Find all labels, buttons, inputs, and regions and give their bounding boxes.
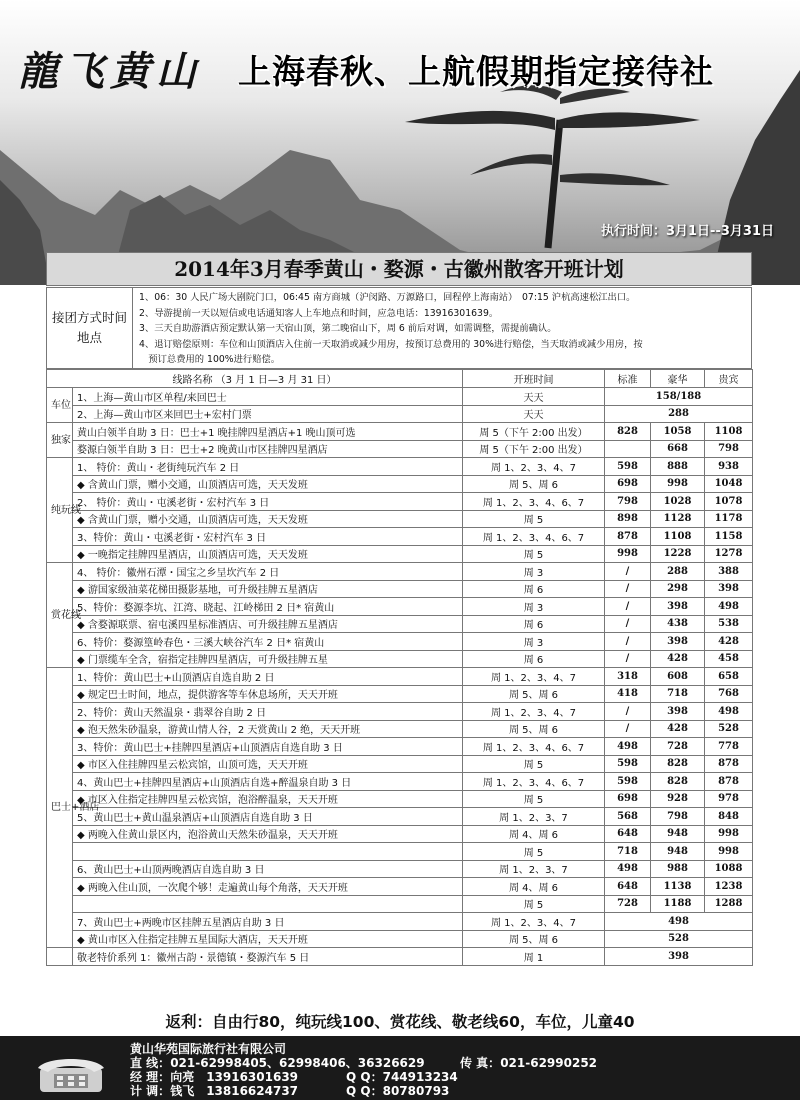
info-item: 1、06：30 人民广场大剧院门口，06:45 南方商城（沪闵路、万源路口，回程停上海南站） 07:15 沪杭高速松江出口。 [139, 292, 636, 303]
table-row [47, 650, 753, 668]
price-deluxe: 998 [651, 475, 705, 493]
price-standard: 718 [605, 843, 651, 861]
table-row [47, 685, 753, 703]
departure-days: 周 3 [463, 633, 605, 651]
price-standard: 418 [605, 685, 651, 703]
route-name: 2、 特价：黄山・屯溪老街・宏村汽车 3 日 [73, 493, 463, 511]
table-row [47, 825, 753, 843]
price-deluxe: 888 [651, 458, 705, 476]
price-vip: 498 [705, 703, 753, 721]
table-row [47, 808, 753, 826]
qq-label: Q Q： [346, 1070, 383, 1084]
departure-days: 周 1 [463, 948, 605, 966]
price-vip: 938 [705, 458, 753, 476]
route-note: ◆ 市区入住指定挂牌四星云松宾馆，泡浴醉温泉，天天开班 [73, 790, 463, 808]
price-vip: 528 [705, 720, 753, 738]
route-name: 4、黄山巴士+挂牌四星酒店+山顶酒店自选+醉温泉自助 3 日 [73, 773, 463, 791]
departure-days: 周 6 [463, 650, 605, 668]
price-vip: 768 [705, 685, 753, 703]
route-name: 5、特价：婺源李坑、江湾、晓起、江岭梯田 2 日* 宿黄山 [73, 598, 463, 616]
price-vip: 1178 [705, 510, 753, 528]
table-row [47, 545, 753, 563]
qq-number: 80780793 [382, 1084, 450, 1098]
price-standard: 568 [605, 808, 651, 826]
price-standard: / [605, 703, 651, 721]
table-row [47, 913, 753, 931]
execution-period: 执行时间：3月1日--3月31日 [600, 224, 774, 239]
price-vip: 398 [705, 580, 753, 598]
price-vip: 1088 [705, 860, 753, 878]
price-standard: 798 [605, 493, 651, 511]
price-deluxe: 1188 [651, 895, 705, 913]
pickup-info [46, 287, 752, 369]
price-deluxe: 428 [651, 650, 705, 668]
departure-days: 周 3 [463, 598, 605, 616]
price-vip: 658 [705, 668, 753, 686]
departure-days: 周 4、周 6 [463, 878, 605, 896]
planner-label: 计 调： [130, 1084, 171, 1098]
route-name: 4、 特价：徽州石潭・国宝之乡呈坎汽车 2 日 [73, 563, 463, 581]
price-vip: 778 [705, 738, 753, 756]
price-standard: / [605, 563, 651, 581]
price-standard: / [605, 580, 651, 598]
fax-line [460, 1054, 597, 1071]
price-standard: 998 [605, 545, 651, 563]
table-row [47, 703, 753, 721]
planner-contact: 钱飞 13816624737 [170, 1084, 299, 1098]
route-name: 1、上海—黄山市区单程/来回巴士 [73, 388, 463, 406]
departure-days: 周 5（下午 2:00 出发） [463, 440, 605, 458]
price-merged: 288 [605, 405, 753, 423]
table-row [47, 423, 753, 441]
price-deluxe: 718 [651, 685, 705, 703]
departure-days: 周 5 [463, 895, 605, 913]
headline: 上海春秋、上航假期指定接待社 [238, 52, 714, 91]
pickup-info-body [139, 290, 747, 368]
departure-days: 周 1、2、3、4、6、7 [463, 738, 605, 756]
route-note: ◆ 两晚入住山顶，一次爬个够！走遍黄山每个角落，天天开班 [73, 878, 463, 896]
table-row [47, 458, 753, 476]
route-name: 6、黄山巴士+山顶两晚酒店自选自助 3 日 [73, 860, 463, 878]
route-name: 婺源白领半自助 3 日：巴士+2 晚黄山市区挂牌四星酒店 [73, 440, 463, 458]
table-row [47, 388, 753, 406]
price-deluxe: 1028 [651, 493, 705, 511]
route-name: 1、特价：黄山巴士+山顶酒店自选自助 2 日 [73, 668, 463, 686]
price-deluxe: 1228 [651, 545, 705, 563]
phone-numbers: 021-62998405、62998406、36326629 [170, 1056, 425, 1070]
price-vip: 538 [705, 615, 753, 633]
table-row [47, 738, 753, 756]
price-standard: 598 [605, 755, 651, 773]
fax-label: 传 真： [460, 1056, 501, 1070]
departure-days: 周 5 [463, 790, 605, 808]
route-note: ◆ 市区入住挂牌四星云松宾馆，山顶可选，天天开班 [73, 755, 463, 773]
table-row [47, 493, 753, 511]
departure-days: 周 5 [463, 545, 605, 563]
price-standard: / [605, 615, 651, 633]
departure-days: 天天 [463, 388, 605, 406]
info-item: 预订总费用的 100%进行赔偿。 [139, 354, 281, 365]
price-deluxe: 438 [651, 615, 705, 633]
table-row [47, 668, 753, 686]
header-banner [0, 0, 800, 285]
route-name: 3、特价：黄山・屯溪老街・宏村汽车 3 日 [73, 528, 463, 546]
price-vip: 848 [705, 808, 753, 826]
table-row [47, 773, 753, 791]
table-row [47, 563, 753, 581]
manager-label: 经 理： [130, 1070, 171, 1084]
price-deluxe: 798 [651, 808, 705, 826]
price-vip: 1278 [705, 545, 753, 563]
price-standard: / [605, 633, 651, 651]
price-merged: 498 [605, 913, 753, 931]
price-deluxe: 288 [651, 563, 705, 581]
info-item: 2、导游提前一天以短信或电话通知客人上车地点和时间，应急电话：13916301639。 [139, 307, 499, 319]
table-row [47, 720, 753, 738]
table-row [47, 878, 753, 896]
departure-days: 周 1、2、3、4、6、7 [463, 773, 605, 791]
price-deluxe: 948 [651, 825, 705, 843]
price-deluxe: 1058 [651, 423, 705, 441]
price-standard: 498 [605, 860, 651, 878]
price-standard: / [605, 720, 651, 738]
departure-days: 周 1、2、3、7 [463, 860, 605, 878]
category-shanghua: 赏花线 [47, 563, 73, 668]
table-row [47, 598, 753, 616]
qq-number: 744913234 [382, 1070, 458, 1084]
departure-days: 周 1、2、3、4、7 [463, 703, 605, 721]
departure-days: 周 5、周 6 [463, 930, 605, 948]
route-name: 敬老特价系列 1：徽州古韵・景德镇・婺源汽车 5 日 [73, 948, 463, 966]
price-deluxe: 928 [651, 790, 705, 808]
price-deluxe: 428 [651, 720, 705, 738]
price-standard: 898 [605, 510, 651, 528]
price-vip: 798 [705, 440, 753, 458]
agency-name: 黄山华苑国际旅行社有限公司 [130, 1042, 287, 1056]
price-vip: 878 [705, 773, 753, 791]
route-note [73, 843, 463, 861]
route-name: 2、特价：黄山天然温泉・翡翠谷自助 2 日 [73, 703, 463, 721]
table-header-row [47, 370, 753, 388]
departure-days: 周 1、2、3、4、6、7 [463, 493, 605, 511]
price-deluxe: 398 [651, 703, 705, 721]
departure-days: 周 5（下午 2:00 出发） [463, 423, 605, 441]
price-deluxe: 948 [651, 843, 705, 861]
table-row [47, 930, 753, 948]
price-standard: 698 [605, 475, 651, 493]
price-vip: 878 [705, 755, 753, 773]
header-route: 线路名称 （3 月 1 日—3 月 31 日） [47, 370, 463, 388]
price-deluxe: 728 [651, 738, 705, 756]
route-note [73, 895, 463, 913]
price-deluxe: 398 [651, 633, 705, 651]
departure-days: 周 1、2、3、4、7 [463, 668, 605, 686]
price-deluxe: 1128 [651, 510, 705, 528]
table-row [47, 615, 753, 633]
departure-days: 周 1、2、3、4、6、7 [463, 528, 605, 546]
price-standard [605, 440, 651, 458]
price-vip: 388 [705, 563, 753, 581]
price-vip: 1078 [705, 493, 753, 511]
rebate-line: 返利：自由行80，纯玩线100、赏花线、敬老线60，车位，儿童40 [165, 1013, 635, 1031]
route-note: ◆ 门票缆车全含，宿指定挂牌四星酒店，可升级挂牌五星 [73, 650, 463, 668]
price-vip: 1288 [705, 895, 753, 913]
table-row [47, 860, 753, 878]
fax-number: 021-62990252 [500, 1056, 598, 1070]
price-vip: 428 [705, 633, 753, 651]
departure-days: 周 5、周 6 [463, 685, 605, 703]
route-name: 6、特价：婺源篁岭春色・三溪大峡谷汽车 2 日* 宿黄山 [73, 633, 463, 651]
price-vip: 458 [705, 650, 753, 668]
planner-qq [346, 1082, 449, 1099]
price-standard: 598 [605, 773, 651, 791]
route-note: ◆ 游国家级油菜花梯田摄影基地，可升级挂牌五星酒店 [73, 580, 463, 598]
category-bashi: 巴士+酒店 [47, 668, 73, 948]
route-name: 5、黄山巴士+黄山温泉酒店+山顶酒店自选自助 3 日 [73, 808, 463, 826]
price-standard: / [605, 650, 651, 668]
price-standard: 648 [605, 825, 651, 843]
departure-days: 周 6 [463, 580, 605, 598]
category-dujia: 独家 [47, 423, 73, 458]
price-merged: 528 [605, 930, 753, 948]
departure-days: 周 5、周 6 [463, 720, 605, 738]
info-item: 4、退订赔偿原则：车位和山顶酒店入住前一天取消或减少用房，按预订总费用的 30%进行赔偿，当天取消或减少用房，按 [139, 338, 643, 350]
header-standard: 标准 [605, 370, 651, 388]
category-empty [47, 948, 73, 966]
price-vip: 1158 [705, 528, 753, 546]
price-vip: 998 [705, 825, 753, 843]
price-deluxe: 668 [651, 440, 705, 458]
price-standard: 598 [605, 458, 651, 476]
departure-days: 周 3 [463, 563, 605, 581]
route-note: ◆ 含婺源联票、宿屯溪四星标准酒店、可升级挂牌五星酒店 [73, 615, 463, 633]
price-vip: 1048 [705, 475, 753, 493]
info-item: 3、三天自助游酒店预定默认第一天宿山顶，第二晚宿山下，周 6 前后对调，如需调整，需提前确认。 [139, 323, 557, 334]
price-standard: 648 [605, 878, 651, 896]
route-name: 1、 特价：黄山・老街纯玩汽车 2 日 [73, 458, 463, 476]
price-standard: 698 [605, 790, 651, 808]
phone-label: 直 线： [130, 1056, 171, 1070]
table-row [47, 633, 753, 651]
route-note: ◆ 泡天然朱砂温泉，游黄山情人谷，2 天赏黄山 2 绝，天天开班 [73, 720, 463, 738]
manager-contact: 向亮 13916301639 [170, 1070, 299, 1084]
price-deluxe: 298 [651, 580, 705, 598]
route-note: ◆ 两晚入住黄山景区内，泡浴黄山天然朱砂温泉，天天开班 [73, 825, 463, 843]
category-cheweil: 车位 [47, 388, 73, 423]
departure-days: 周 5 [463, 843, 605, 861]
price-deluxe: 828 [651, 773, 705, 791]
table-row [47, 790, 753, 808]
departure-days: 周 5 [463, 510, 605, 528]
table-row [47, 843, 753, 861]
table-row [47, 440, 753, 458]
route-name: 3、特价：黄山巴士+挂牌四星酒店+山顶酒店自选自助 3 日 [73, 738, 463, 756]
planner-line [130, 1082, 298, 1099]
telephone-icon [36, 1054, 108, 1094]
footer [0, 1036, 800, 1100]
price-standard: 878 [605, 528, 651, 546]
pickup-info-label: 接团方式时间地点 [47, 288, 133, 368]
price-standard: 318 [605, 668, 651, 686]
route-name: 2、上海—黄山市区来回巴士+宏村门票 [73, 405, 463, 423]
price-deluxe: 398 [651, 598, 705, 616]
departure-days: 周 4、周 6 [463, 825, 605, 843]
route-name: 黄山白领半自助 3 日：巴士+1 晚挂牌四星酒店+1 晚山顶可选 [73, 423, 463, 441]
price-standard: 828 [605, 423, 651, 441]
departure-days: 天天 [463, 405, 605, 423]
price-deluxe: 608 [651, 668, 705, 686]
price-standard: 498 [605, 738, 651, 756]
table-row [47, 755, 753, 773]
departure-days: 周 1、2、3、7 [463, 808, 605, 826]
price-vip: 978 [705, 790, 753, 808]
route-note: ◆ 含黄山门票，赠小交通，山顶酒店可选，天天发班 [73, 475, 463, 493]
route-note: ◆ 黄山市区入住指定挂牌五星国际大酒店，天天开班 [73, 930, 463, 948]
price-vip: 498 [705, 598, 753, 616]
price-merged: 398 [605, 948, 753, 966]
logo: 龍飞黄山 [18, 48, 202, 95]
price-standard: / [605, 598, 651, 616]
price-vip: 1238 [705, 878, 753, 896]
departure-days: 周 1、2、3、4、7 [463, 913, 605, 931]
route-note: ◆ 含黄山门票，赠小交通，山顶酒店可选，天天发班 [73, 510, 463, 528]
header-deluxe: 豪华 [651, 370, 705, 388]
departure-days: 周 6 [463, 615, 605, 633]
category-chunwan: 纯玩线 [47, 458, 73, 563]
schedule-table [46, 369, 753, 966]
price-deluxe: 988 [651, 860, 705, 878]
qq-label: Q Q： [346, 1084, 383, 1098]
price-merged: 158/188 [605, 388, 753, 406]
price-standard: 728 [605, 895, 651, 913]
table-row [47, 948, 753, 966]
departure-days: 周 5 [463, 755, 605, 773]
table-row [47, 528, 753, 546]
route-name: 7、黄山巴士+两晚市区挂牌五星酒店自助 3 日 [73, 913, 463, 931]
table-row [47, 895, 753, 913]
price-deluxe: 828 [651, 755, 705, 773]
price-deluxe: 1108 [651, 528, 705, 546]
price-vip: 998 [705, 843, 753, 861]
table-row [47, 405, 753, 423]
route-note: ◆ 一晚指定挂牌四星酒店，山顶酒店可选，天天发班 [73, 545, 463, 563]
departure-days: 周 1、2、3、4、7 [463, 458, 605, 476]
header-vip: 贵宾 [705, 370, 753, 388]
schedule-title: 2014年3月春季黄山・婺源・古徽州散客开班计划 [46, 252, 752, 286]
route-note: ◆ 规定巴士时间，地点，提供游客等车休息场所，天天开班 [73, 685, 463, 703]
table-row [47, 475, 753, 493]
header-days: 开班时间 [463, 370, 605, 388]
table-row [47, 580, 753, 598]
departure-days: 周 5、周 6 [463, 475, 605, 493]
table-row [47, 510, 753, 528]
price-vip: 1108 [705, 423, 753, 441]
price-deluxe: 1138 [651, 878, 705, 896]
